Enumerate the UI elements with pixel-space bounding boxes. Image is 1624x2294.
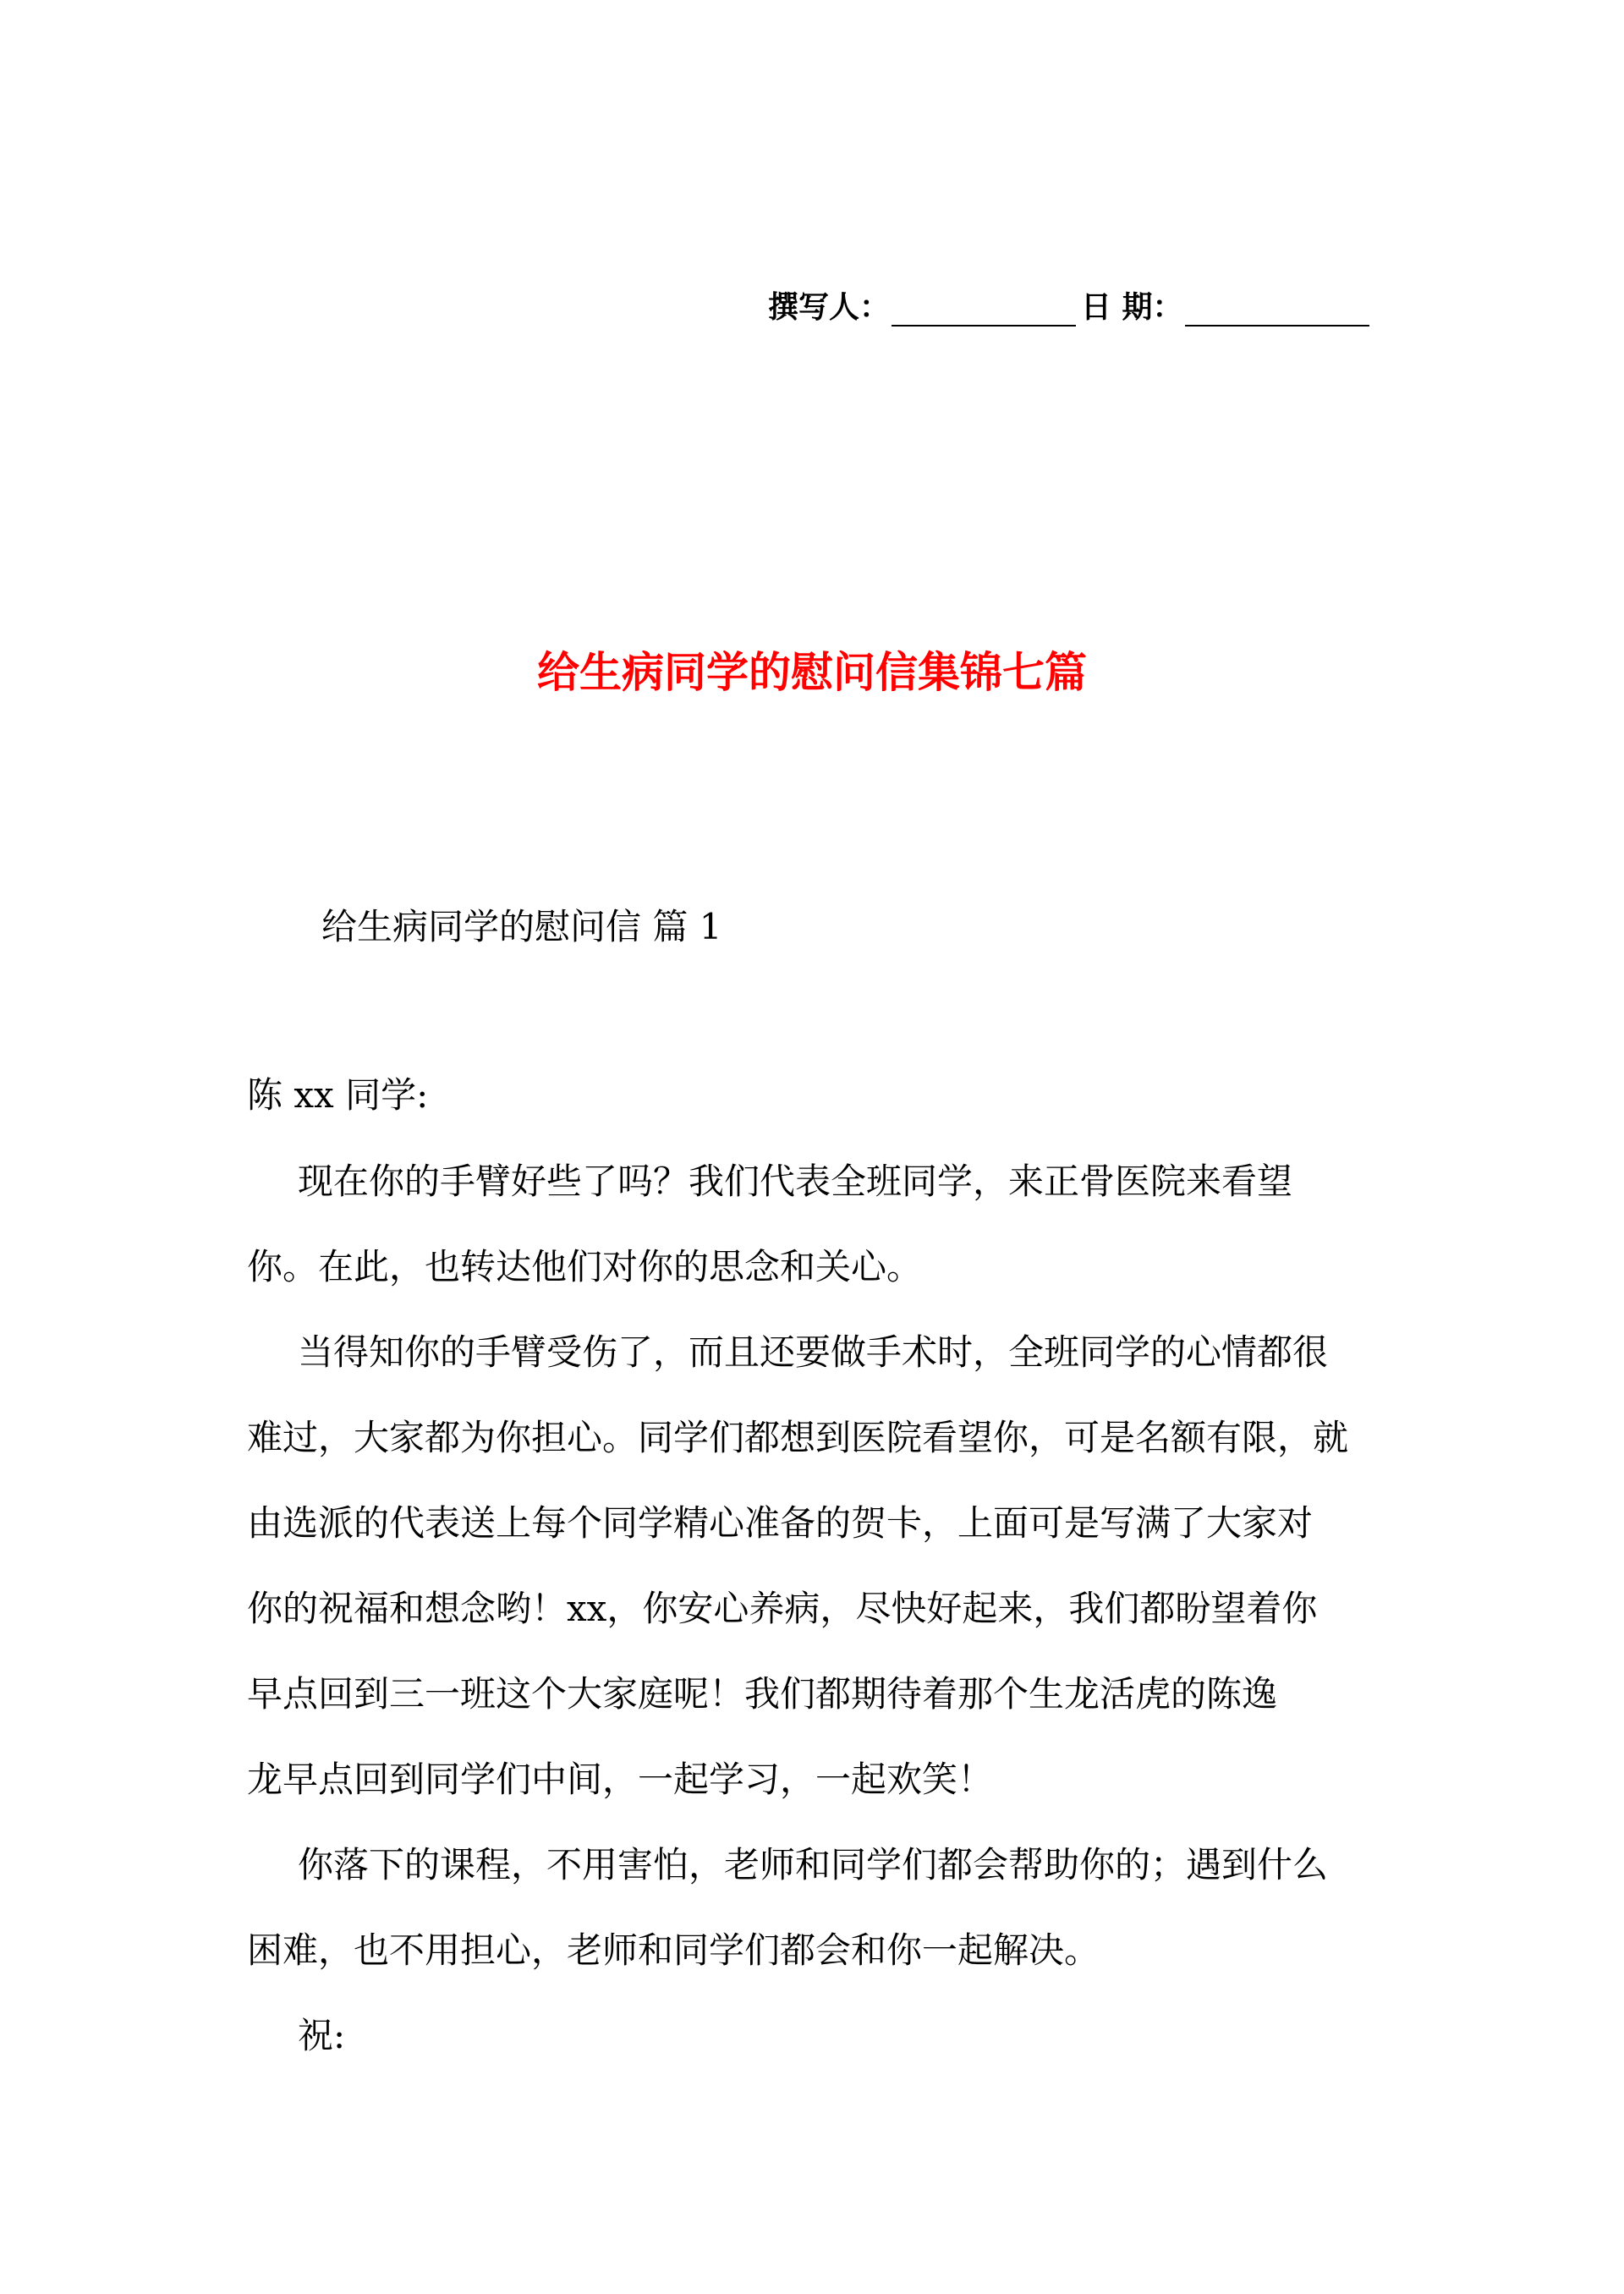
letter-line: 当得知你的手臂受伤了，而且还要做手术时，全班同学的心情都很 <box>298 1331 1329 1373</box>
letter-line: 难过，大家都为你担心。同学们都想到医院看望你，可是名额有限，就 <box>247 1417 1349 1458</box>
author-label: 撰写人： <box>768 289 891 325</box>
letter-line: 早点回到三一班这个大家庭呢！我们都期待着那个生龙活虎的陈逸 <box>247 1673 1278 1715</box>
letter-line: 由选派的代表送上每个同学精心准备的贺卡，上面可是写满了大家对 <box>247 1502 1314 1544</box>
letter-closing: 祝: <box>298 2015 346 2056</box>
section-heading: 给生病同学的慰问信 篇 1 <box>321 906 722 947</box>
document-title: 给生病同学的慰问信集锦七篇 <box>537 647 1087 697</box>
author-blank-line <box>892 294 1076 327</box>
letter-salutation: 陈 xx 同学: <box>247 1074 429 1116</box>
date-label: 日 期： <box>1081 289 1183 325</box>
letter-line: 现在你的手臂好些了吗？我们代表全班同学，来正骨医院来看望 <box>298 1161 1293 1202</box>
letter-line: 你的祝福和想念哟！xx，你安心养病，尽快好起来，我们都盼望着你 <box>247 1588 1318 1629</box>
date-blank-line <box>1185 294 1369 327</box>
letter-body <box>247 1139 1385 2078</box>
letter-line: 龙早点回到同学们中间，一起学习，一起欢笑！ <box>247 1759 994 1800</box>
letter-line: 你。在此，也转达他们对你的思念和关心。 <box>247 1246 923 1287</box>
header-fields <box>768 286 1394 327</box>
letter-line: 困难，也不用担心，老师和同学们都会和你一起解决。 <box>247 1929 1100 1971</box>
letter-line: 你落下的课程，不用害怕，老师和同学们都会帮助你的；遇到什么 <box>298 1844 1329 1885</box>
